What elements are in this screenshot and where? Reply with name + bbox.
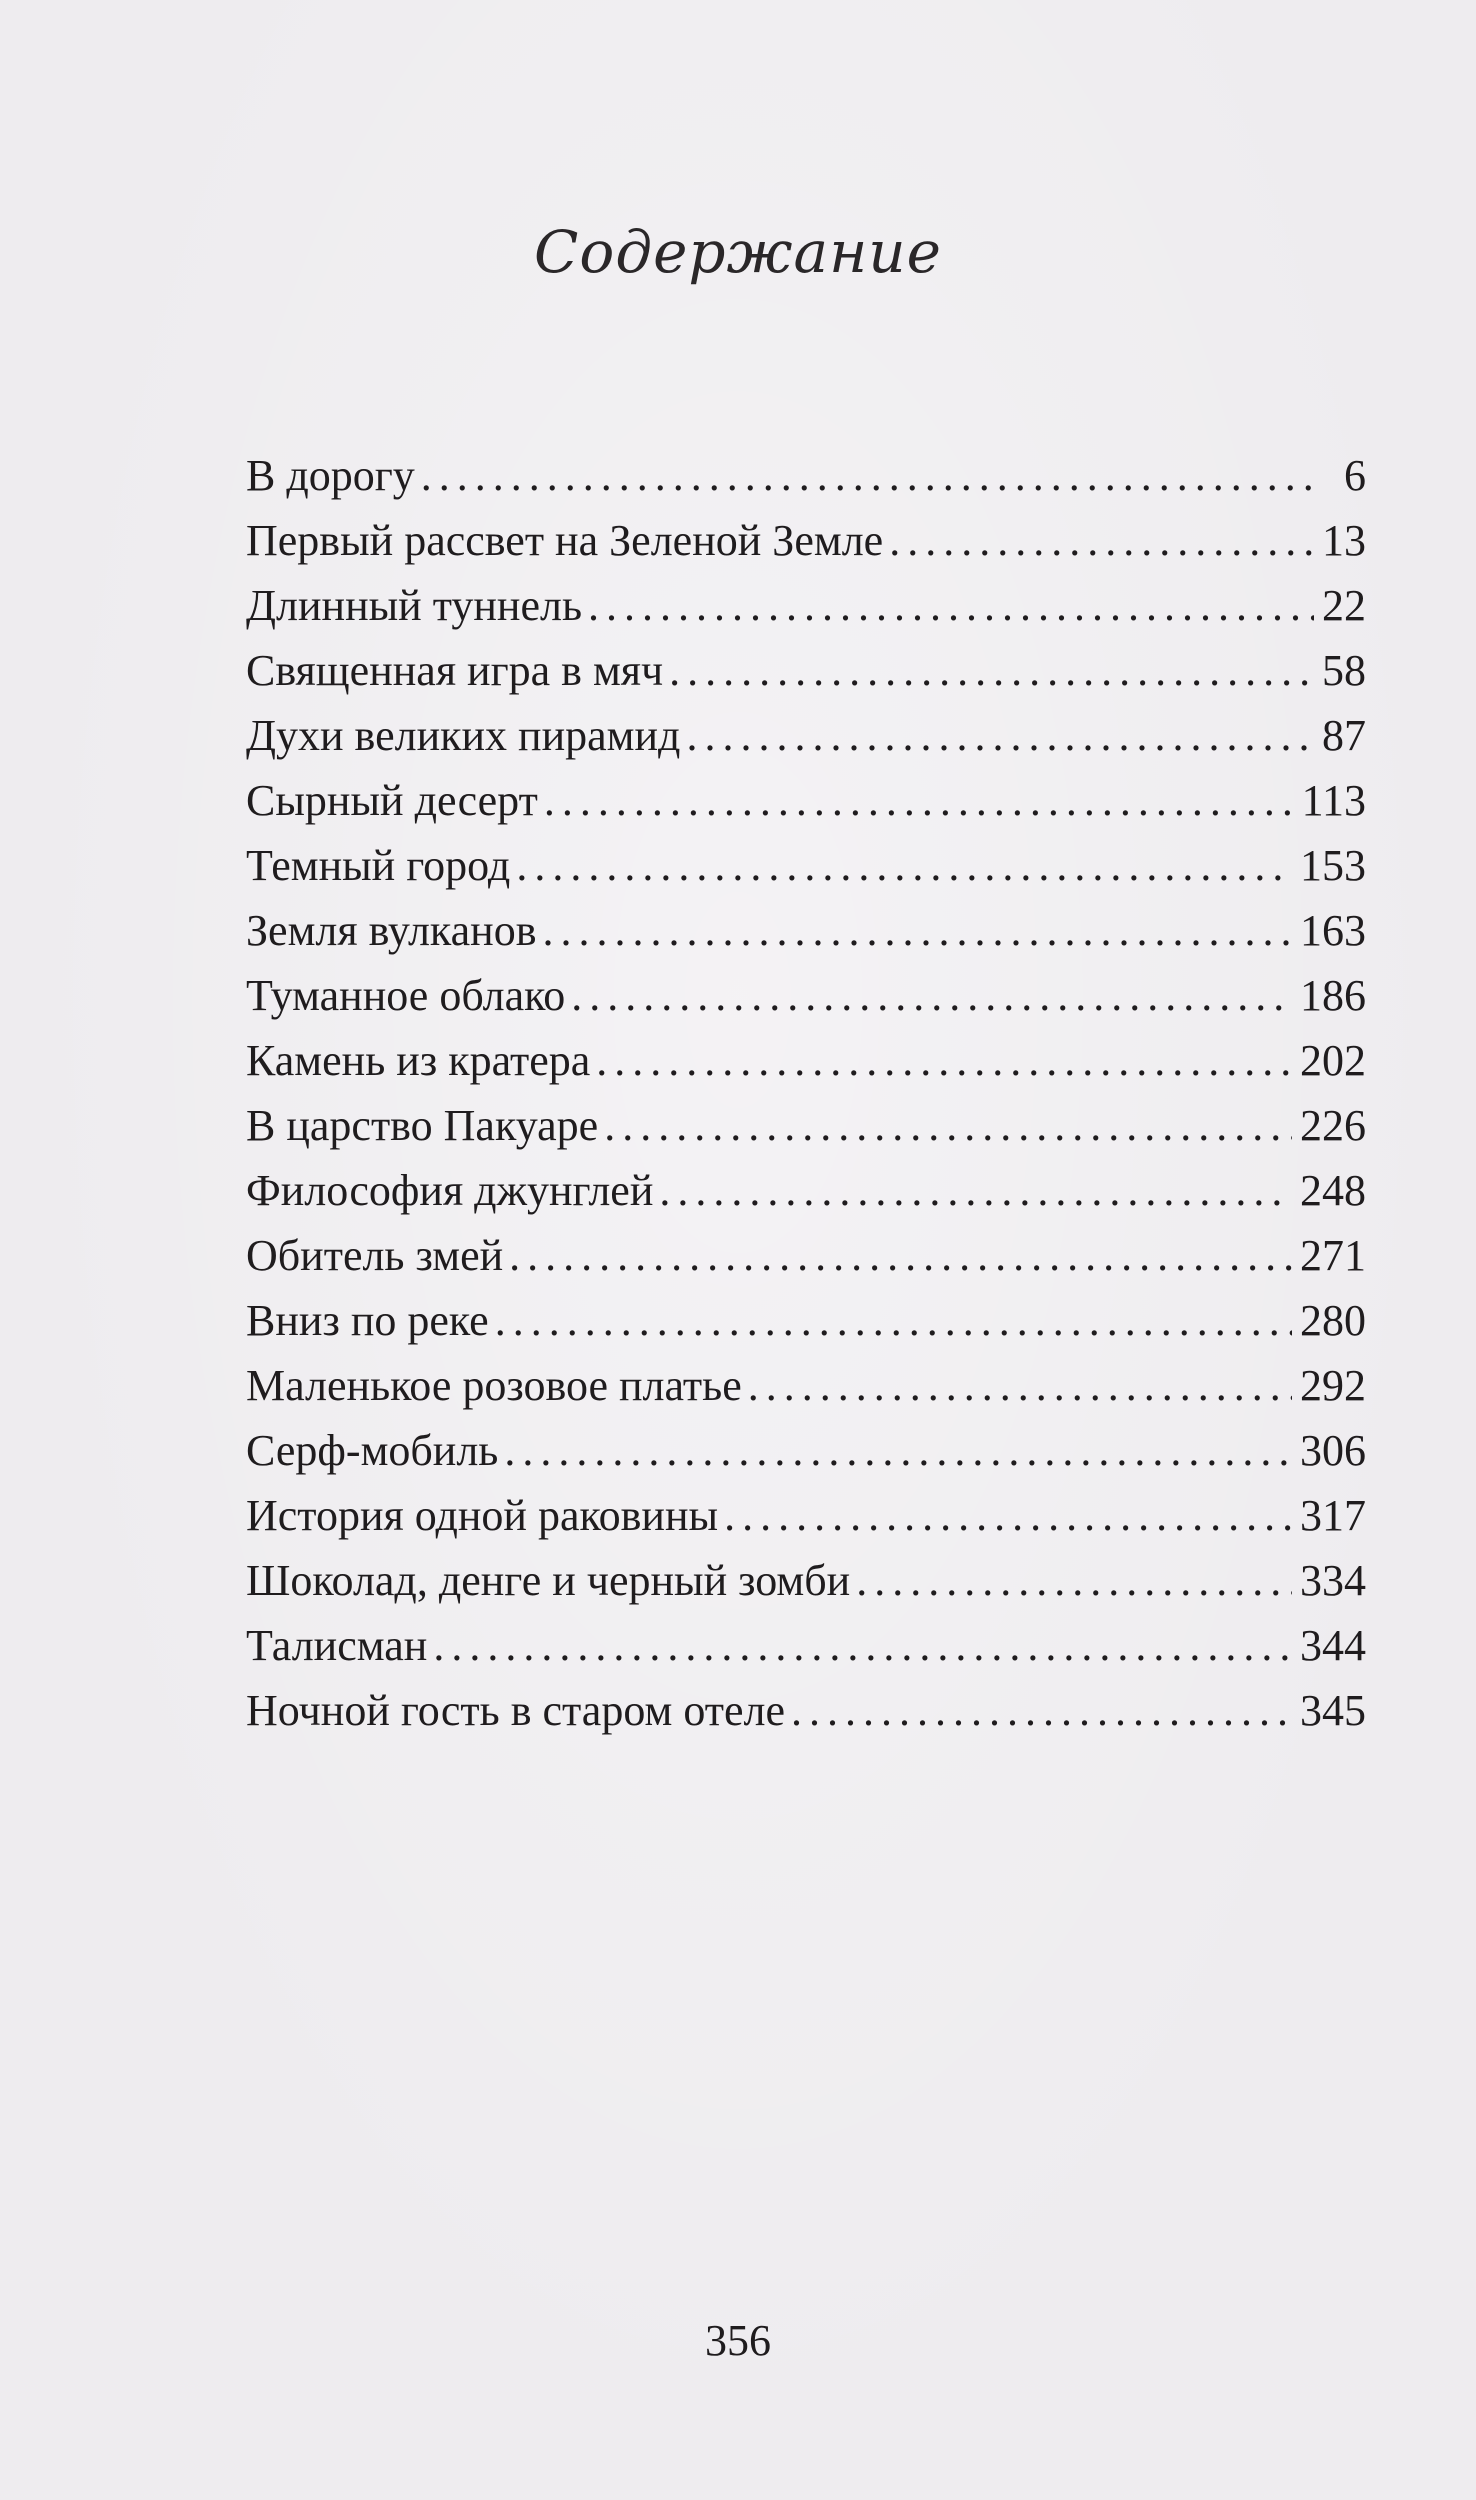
toc-entry-page: 345 [1300,1686,1366,1735]
toc-entry-page: 226 [1300,1101,1366,1150]
toc-entry [246,1685,1366,1750]
dot-leader [889,515,1314,566]
toc-entry-page: 6 [1344,451,1366,500]
toc-entry-page: 271 [1300,1231,1366,1280]
toc-entry-label: Сырный десерт [246,776,538,825]
toc-entry-page: 248 [1300,1166,1366,1215]
toc-entry-label: Ночной гость в старом отеле [246,1686,785,1735]
dot-leader [791,1685,1292,1736]
toc-entry-page: 317 [1300,1491,1366,1540]
toc-entry-label: Туманное облако [246,971,566,1020]
toc-entry [246,580,1366,645]
toc-entry [246,1230,1366,1295]
dot-leader [659,1165,1292,1216]
toc-entry-page: 186 [1300,971,1366,1020]
toc-entry [246,1425,1366,1490]
toc-entry-page: 22 [1322,581,1366,630]
dot-leader [669,645,1314,696]
toc-entry-page: 153 [1300,841,1366,890]
dot-leader [542,905,1292,956]
toc-entry [246,1035,1366,1100]
dot-leader [686,710,1314,761]
dot-leader [724,1490,1292,1541]
toc-entry [246,840,1366,905]
toc-entry-page: 58 [1322,646,1366,695]
toc-entry-label: В царство Пакуаре [246,1101,599,1150]
dot-leader [516,840,1292,891]
toc-entry-page: 13 [1322,516,1366,565]
page-number: 356 [705,2316,771,2365]
toc-entry-label: Длинный туннель [246,581,583,630]
toc-entry-label: Маленькое розовое платье [246,1361,742,1410]
toc-entry [246,515,1366,580]
dot-leader [588,580,1314,631]
dot-leader [421,450,1318,501]
dot-leader [856,1555,1292,1606]
dot-leader [495,1295,1292,1346]
toc-entry [246,710,1366,775]
toc-entry-page: 163 [1300,906,1366,955]
toc-entry-page: 334 [1300,1556,1366,1605]
toc-entry-page: 113 [1301,776,1366,825]
toc-entry [246,970,1366,1035]
toc-entry-label: Священная игра в мяч [246,646,664,695]
toc-entry-label: История одной раковины [246,1491,719,1540]
toc-entry-page: 306 [1300,1426,1366,1475]
dot-leader [596,1035,1292,1086]
toc-entry-label: Шоколад, денге и черный зомби [246,1556,851,1605]
toc-entry-label: Духи великих пирамид [246,711,681,760]
toc-entry-label: Талисман [246,1621,428,1670]
toc-entry [246,1490,1366,1555]
dot-leader [433,1620,1292,1671]
toc-entry-label: В дорогу [246,451,415,500]
toc-entry-label: Вниз по реке [246,1296,489,1345]
toc-entry [246,775,1366,840]
toc-entry [246,450,1366,515]
dot-leader [571,970,1292,1021]
toc-entry-label: Темный город [246,841,511,890]
toc-entry-page: 292 [1300,1361,1366,1410]
toc-list [246,450,1366,1750]
toc-entry-label: Камень из кратера [246,1036,591,1085]
dot-leader [604,1100,1292,1151]
dot-leader [748,1360,1292,1411]
toc-entry-page: 344 [1300,1621,1366,1670]
toc-entry [246,1165,1366,1230]
toc-entry [246,1555,1366,1620]
toc-entry-label: Философия джунглей [246,1166,654,1215]
toc-entry-page: 280 [1300,1296,1366,1345]
toc-entry-label: Серф-мобиль [246,1426,499,1475]
toc-entry-label: Обитель змей [246,1231,504,1280]
dot-leader [504,1425,1292,1476]
toc-entry [246,1620,1366,1685]
toc-entry [246,1100,1366,1165]
dot-leader [544,775,1294,826]
toc-entry [246,905,1366,970]
toc-entry [246,645,1366,710]
toc-entry [246,1360,1366,1425]
toc-entry-label: Первый рассвет на Зеленой Земле [246,516,884,565]
toc-title: Содержание [534,218,942,286]
toc-entry [246,1295,1366,1360]
toc-entry-page: 87 [1322,711,1366,760]
toc-entry-page: 202 [1300,1036,1366,1085]
toc-entry-label: Земля вулканов [246,906,537,955]
dot-leader [509,1230,1292,1281]
